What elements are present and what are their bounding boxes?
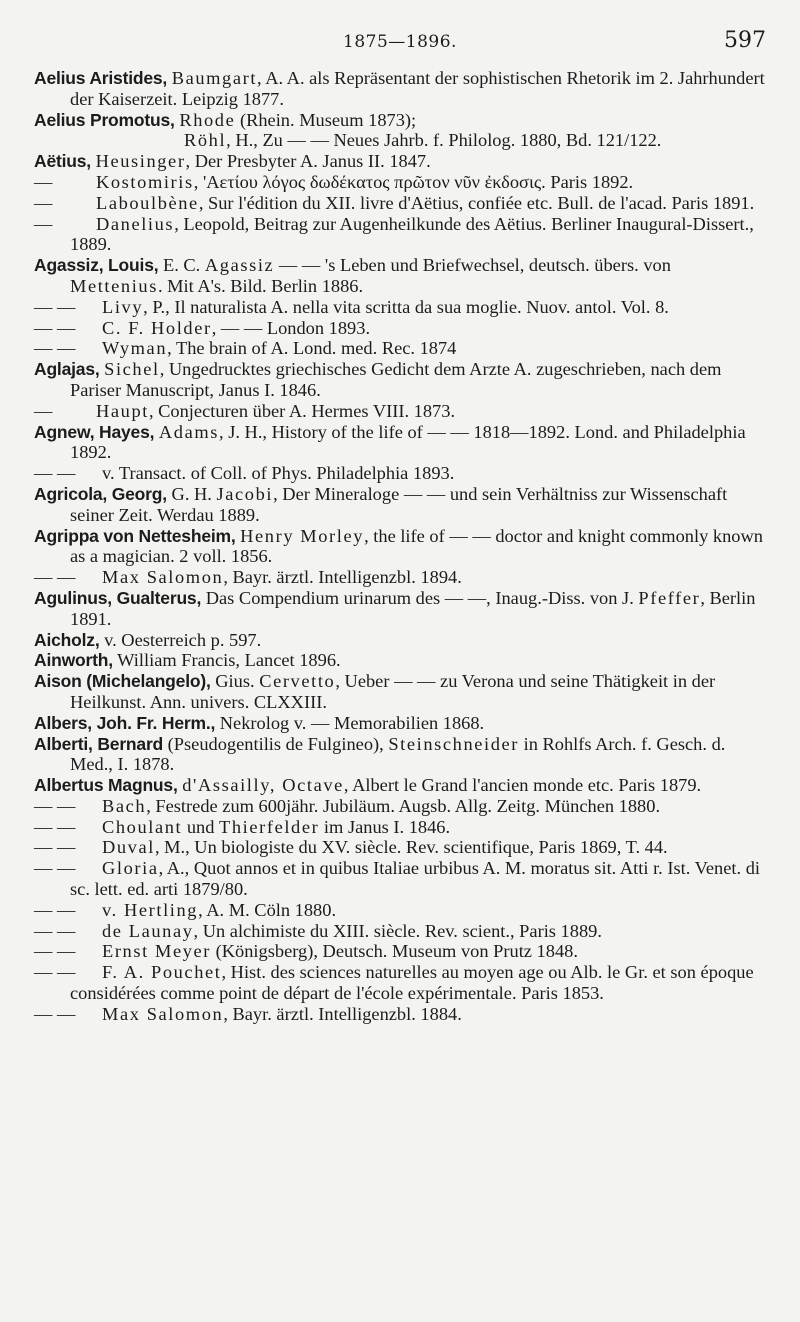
author-name: Kostomiris [96,171,194,192]
sub-entry [34,837,766,858]
repeat-dash: — — [34,962,76,983]
author-name: Pfeffer [638,587,701,608]
bibliography-entry [34,359,766,401]
author-name: Danelius [96,213,175,234]
author-name: Max Salomon [102,1003,224,1024]
sub-entry [34,193,766,214]
sub-entry [34,900,766,921]
author-name: v. Hertling [102,899,199,920]
entry-text: , — — London 1893. [211,317,371,338]
repeat-dash: — — [34,858,76,879]
entry-heading: Agassiz, Louis, [34,255,159,276]
repeat-dash: — — [34,816,76,837]
author-name: Steinschneider [388,733,520,754]
bibliography-entry [34,671,766,713]
entry-text: v. Transact. of Coll. of Phys. Philadelphia 1893. [102,463,455,484]
entry-text: in Rohlfs Arch. f. Gesch. d. Med., I. 1878. [70,733,726,775]
bibliography-entry [34,484,766,526]
author-name: Ernst Meyer [102,941,212,962]
author-name: Laboulbène [96,192,199,213]
bibliography-entry [34,422,766,464]
author-name: de Launay [102,920,194,941]
author-name: Rhode [179,109,236,130]
author-name: Sichel [104,359,160,380]
repeat-dash: — [34,400,53,421]
sub-entry [34,463,766,484]
entry-heading: Aglajas, [34,359,100,380]
entry-continuation [34,130,766,151]
entry-text: , Ueber — — zu Verona und seine Thätigkeit in der Heilkunst. Ann. univers. CLXXIII. [70,671,716,712]
repeat-dash: — — [34,567,76,588]
running-head: 1875—1896. [343,32,457,52]
repeat-dash: — — [34,1003,76,1024]
entry-heading: Albertus Magnus, [34,775,178,796]
entry-text: v. Oesterreich p. 597. [99,629,262,650]
sub-entry [34,941,766,962]
entry-text: , Der Mineraloge — — und sein Verhältniss zur Wissenschaft seiner Zeit. Werdau 1889. [70,483,728,525]
entry-heading: Aelius Promotus, [34,109,175,130]
sub-entry [34,338,766,359]
repeat-dash: — — [34,920,76,941]
author-name: Adams [158,421,219,442]
author-name: Wyman [102,338,168,359]
entry-heading: Agricola, Georg, [34,483,167,504]
entry-text: , J. H., History of the life of — — 1818—1892. Lond. and Philadelphia 1892. [70,421,746,463]
author-name: Baumgart [171,68,258,88]
entry-text: , A. M. Cöln 1880. [198,899,337,920]
entry-text: und [182,816,220,837]
page-header [34,28,766,68]
entry-text: (Rhein. Museum 1873); [235,109,417,130]
bibliography-entry [34,255,766,297]
entry-text: — — 's Leben und Briefwechsel, deutsch. übers. von [274,255,671,276]
author-name: Duval [102,837,155,858]
page-number: 597 [724,28,766,53]
entry-heading: Aison (Michelangelo), [34,671,211,692]
entry-text: Das Compendium urinarum des — —, Inaug.-Diss. von J. [201,587,639,608]
author-name: Henry Morley [240,525,365,546]
repeat-dash: — — [34,795,76,816]
sub-entry [34,962,766,1004]
author-name: Cervetto [259,671,336,692]
entry-text: , H., Zu — — Neues Jahrb. f. Philolog. 1880, Bd. 121/122. [226,130,662,151]
sub-entry [34,1004,766,1025]
entry-text: , P., Il naturalista A. nella vita scritta da sua moglie. Nuov. antol. Vol. 8. [143,296,669,317]
entry-text: , Un alchimiste du XIII. siècle. Rev. scient., Paris 1889. [193,920,602,941]
sub-entry [34,796,766,817]
entry-text: , Ungedrucktes griechisches Gedicht dem Arzte A. zugeschrieben, nach dem Pariser Manuscript, Janus I. 1846. [70,359,722,400]
author-name: F. A. Pouchet [102,962,222,983]
bibliography-entry [34,526,766,568]
entry-text: , Der Presbyter A. Janus II. 1847. [185,151,431,172]
repeat-dash: — — [34,463,76,484]
author-name: Jacobi [216,483,274,504]
entry-heading: Albers, Joh. Fr. Herm., [34,712,216,733]
bibliography-entry [34,68,766,110]
author-name: C. F. Holder [102,317,212,338]
author-name: Choulant [102,816,183,837]
repeat-dash: — [34,171,53,192]
entry-text: (Pseudogentilis de Fulgineo), [163,733,389,754]
entry-text: , Bayr. ärztl. Intelligenzbl. 1894. [223,567,462,588]
sub-entry [34,172,766,193]
author-name: Max Salomon [102,567,224,588]
sub-entry [34,214,766,256]
author-name: Livy [102,296,144,317]
entry-text: , Berlin 1891. [70,587,756,629]
repeat-dash: — — [34,296,76,317]
author-name: Heusinger [95,151,186,172]
entry-text: , Conjecturen über A. Hermes VIII. 1873. [148,400,456,421]
author-name: Röhl [184,130,227,151]
entry-text: , Albert le Grand l'ancien monde etc. Paris 1879. [343,775,702,796]
bibliography-list [34,68,766,1025]
entry-text: , A. A. als Repräsentant der sophistischen Rhetorik im 2. Jahrhundert der Kaiserzeit. Leipzig 1877. [70,68,765,109]
sub-entry [34,401,766,422]
sub-entry [34,817,766,838]
author-name: Haupt [96,400,149,421]
sub-entry [34,297,766,318]
sub-entry [34,318,766,339]
entry-text: , Sur l'édition du XII. livre d'Aëtius, confiée etc. Bull. de l'acad. Paris 1891. [198,192,755,213]
repeat-dash: — — [34,941,76,962]
author-name: Thierfelder [219,816,320,837]
entry-text: , 'Αετίου λόγος δωδέκατος πρῶτον νῦν ἐκδοσις. Paris 1892. [193,171,634,192]
bibliography-entry [34,775,766,796]
entry-text: (Königsberg), Deutsch. Museum von Prutz 1848. [211,941,578,962]
sub-entry [34,858,766,900]
entry-text: G. H. [166,483,217,504]
entry-text: E. C. [158,255,205,276]
entry-heading: Alberti, Bernard [34,733,164,754]
entry-text: , the life of — — doctor and knight commonly known as a magician. 2 voll. 1856. [70,525,763,567]
bibliography-entry [34,650,766,671]
entry-text: , A., Quot annos et in quibus Italiae urbibus A. M. moratus sit. Atti r. Ist. Venet. di sc. lett. ed. arti 1879/80. [70,858,761,900]
entry-text: , Bayr. ärztl. Intelligenzbl. 1884. [223,1003,462,1024]
entry-text: , Hist. des sciences naturelles au moyen age ou Alb. le Gr. et son époque considérées comme point de départ de l'école expérimentale. Paris 1853. [70,962,754,1004]
bibliography-entry [34,734,766,776]
author-name: Mettenius [70,275,158,296]
author-name: Gloria [102,858,159,879]
entry-heading: Agrippa von Nettesheim, [34,525,236,546]
entry-heading: Agnew, Hayes, [34,421,155,442]
entry-text: Nekrolog v. — Memorabilien 1868. [215,712,485,733]
repeat-dash: — — [34,899,76,920]
entry-text: William Francis, Lancet 1896. [112,650,341,671]
entry-heading: Agulinus, Gualterus, [34,587,202,608]
bibliography-entry [34,713,766,734]
entry-text: im Janus I. 1846. [319,816,451,837]
repeat-dash: — [34,192,53,213]
entry-heading: Ainworth, [34,650,113,671]
entry-text: , The brain of A. Lond. med. Rec. 1874 [167,338,457,359]
entry-heading: Aicholz, [34,629,100,650]
repeat-dash: — — [34,338,76,359]
entry-text: , Leopold, Beitrag zur Augenheilkunde des Aëtius. Berliner Inaugural-Dissert., 1889. [70,213,754,255]
repeat-dash: — — [34,837,76,858]
bibliography-entry [34,151,766,172]
entry-text: , M., Un biologiste du XV. siècle. Rev. scientifique, Paris 1869, T. 44. [154,837,668,858]
entry-heading: Aelius Aristides, [34,68,168,88]
entry-text: Gius. [210,671,260,692]
author-name: d'Assailly, Octave [182,775,344,796]
bibliography-entry [34,630,766,651]
repeat-dash: — [34,213,53,234]
sub-entry [34,567,766,588]
repeat-dash: — — [34,317,76,338]
author-name: Agassiz [204,255,275,276]
bibliography-entry [34,110,766,131]
entry-heading: Aëtius, [34,151,91,172]
author-name: Bach [102,795,147,816]
entry-text: , Festrede zum 600jähr. Jubiläum. Augsb. Allg. Zeitg. München 1880. [146,795,661,816]
bibliography-entry [34,588,766,630]
entry-text: . Mit A's. Bild. Berlin 1886. [157,275,364,296]
sub-entry [34,921,766,942]
